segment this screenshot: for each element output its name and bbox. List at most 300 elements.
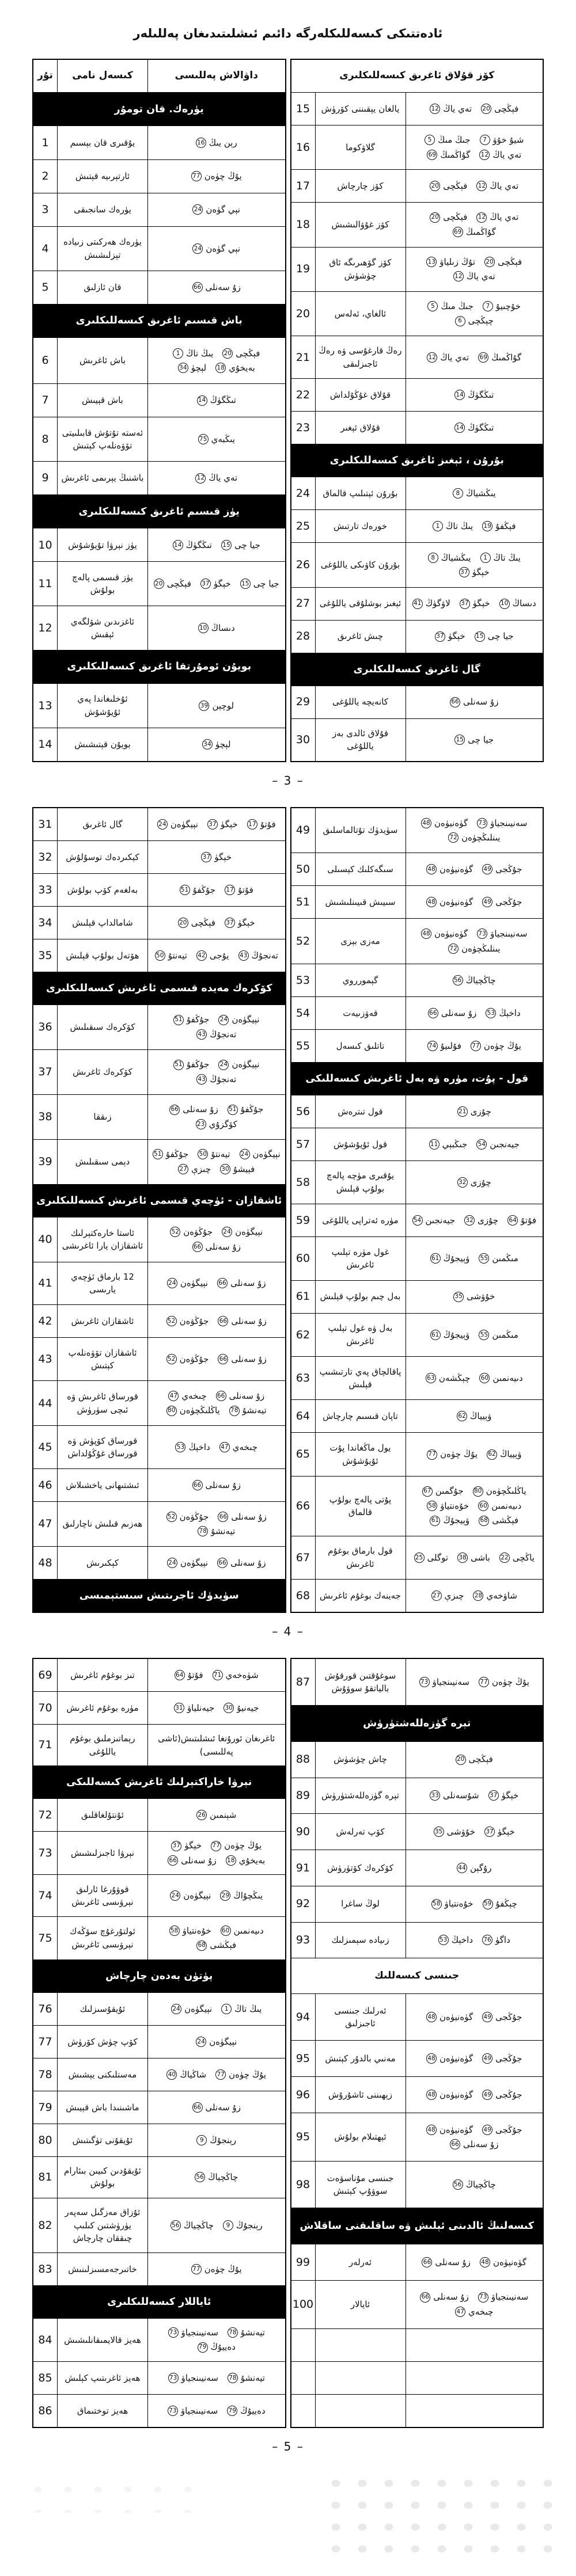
row-number: 43 <box>33 1338 58 1380</box>
acupoint <box>426 2052 473 2065</box>
acupoint-number-badge: 73 <box>477 818 487 828</box>
acupoint <box>202 738 231 751</box>
acupoint-number-badge: 34 <box>178 363 188 373</box>
acupoint-number-badge: 73 <box>478 2292 488 2303</box>
treatment-points <box>406 1237 543 1280</box>
acupoint <box>218 1510 267 1524</box>
acupoint <box>169 1103 218 1116</box>
section-header-row <box>291 444 543 477</box>
row-number: 54 <box>291 997 316 1029</box>
acupoint <box>216 1390 265 1403</box>
acupoint-number-badge: 49 <box>482 2012 492 2022</box>
table-row <box>291 718 543 761</box>
acupoint <box>247 818 276 831</box>
acupoint <box>226 1854 266 1867</box>
acupoint-number-badge: 10 <box>499 599 510 609</box>
row-number: 41 <box>33 1262 58 1305</box>
acupoint-number-badge: 9 <box>223 2220 233 2231</box>
acupoint <box>480 551 521 565</box>
acupoint-list <box>192 2101 241 2114</box>
acupoint-name: فۇلىيۇ <box>440 1040 461 1051</box>
acupoint-name: جيا چى <box>234 539 260 550</box>
acupoint-list <box>426 1372 523 1385</box>
disease-name: كۆكرەك سىقىلىش <box>58 1005 148 1049</box>
row-number: 84 <box>33 2319 58 2361</box>
table-row <box>33 1659 285 1691</box>
row-number: 48 <box>33 1547 58 1579</box>
section-title: سۈيدۈك ئاجرىتىش سىستېمىسى <box>79 1589 239 1601</box>
treatment-points <box>406 1030 543 1062</box>
acupoint-name: ياڭچى <box>512 1552 535 1563</box>
acupoint-name: يۇڭ چۈەن <box>440 1449 478 1460</box>
row-number: 25 <box>291 510 316 542</box>
acupoint-number-badge: 49 <box>482 2090 492 2100</box>
acupoint-number-badge: 24 <box>196 2037 206 2047</box>
disease-name: بەل ۋە غول تېلىپ ئاغرىش <box>316 1314 406 1356</box>
acupoint-list <box>427 1040 521 1053</box>
acupoint <box>166 1353 209 1366</box>
acupoint-number-badge: 42 <box>196 950 207 961</box>
acupoint-name: زۇ سەنلى <box>205 1241 241 1252</box>
acupoint-name: دەييۇڭ <box>210 2342 236 2353</box>
acupoint <box>166 1404 220 1417</box>
disease-name: لوڭ ساغرا <box>316 1886 406 1922</box>
acupoint <box>471 1040 521 1053</box>
acupoint-name: خېگۈ <box>184 1840 202 1851</box>
acupoint-number-badge: 27 <box>178 1164 188 1174</box>
treatment-points <box>148 1217 285 1262</box>
table-row <box>33 2124 285 2156</box>
acupoint <box>198 622 235 635</box>
acupoint-number-badge: 55 <box>479 1253 489 1264</box>
row-number: 89 <box>291 1778 316 1814</box>
treatment-points <box>406 2162 543 2208</box>
acupoint-name: خۇەنتياۋ <box>182 1925 211 1936</box>
acupoint-name: تەي ياڭ <box>209 473 238 484</box>
acupoint-name: تۇڭ زىلياۋ <box>439 256 476 267</box>
acupoint-number-badge: 77 <box>215 2069 226 2080</box>
acupoint-list <box>191 2263 242 2276</box>
table-row <box>33 1380 285 1425</box>
table-row <box>33 2058 285 2091</box>
acupoint-name: دىيەنمىن <box>492 1372 523 1383</box>
acupoint <box>211 1839 262 1852</box>
disease-name: گلاۋكوما <box>316 125 406 169</box>
treatment-points <box>406 379 543 411</box>
acupoint-name: نېيگۈەن <box>235 1227 263 1238</box>
row-number: 15 <box>291 93 316 125</box>
scan-halftone-artifact <box>23 2478 196 2513</box>
acupoint-name: شۈەخەي <box>225 1669 259 1680</box>
table-row <box>33 417 285 461</box>
acupoint-name: چاڭچياڭ <box>465 975 496 985</box>
table-row <box>33 226 285 271</box>
acupoint <box>460 597 490 610</box>
acupoint-number-badge: 75 <box>198 434 209 444</box>
disease-name: ئاشقازان ئاغرىش <box>58 1305 148 1337</box>
acupoint-number-badge: 20 <box>484 257 495 267</box>
table-row <box>291 587 543 620</box>
acupoint-list <box>151 1058 282 1086</box>
table-row <box>33 1262 285 1305</box>
acupoint-number-badge: 69 <box>478 352 488 363</box>
acupoint-name: يۇڭ چۈەن <box>229 2069 267 2080</box>
acupoint <box>450 695 499 709</box>
acupoint-number-badge: 28 <box>473 1591 483 1601</box>
acupoint-number-badge: 49 <box>482 864 492 874</box>
acupoint <box>228 2326 265 2339</box>
treatment-points: ئاغرىغان ئورۇنغا ئىشلىتىش(ئاشى پەللىسى) <box>158 1733 275 1757</box>
row-number: 22 <box>291 379 316 411</box>
acupoint-list <box>431 1589 517 1603</box>
acupoint-name: ۋېيجۇڭ <box>443 1329 470 1340</box>
acupoint <box>223 2219 263 2232</box>
acupoint-name: جۇڭۋەن <box>183 1227 213 1238</box>
acupoint-list <box>428 1007 521 1020</box>
table-row <box>33 873 285 906</box>
acupoint-name: تەي ياڭ <box>440 352 469 363</box>
row-number: 78 <box>33 2058 58 2091</box>
acupoint-name: نېيگۈەن <box>183 1890 211 1901</box>
acupoint <box>477 817 527 830</box>
table-row <box>291 1476 543 1536</box>
table-row <box>291 2280 543 2328</box>
acupoint-name: تەي ياڭ <box>490 212 519 223</box>
acupoint-number-badge: 7 <box>480 135 490 145</box>
acupoint <box>412 597 450 610</box>
acupoint <box>435 630 465 643</box>
table-row <box>33 561 285 606</box>
acupoint-number-badge: 14 <box>173 540 183 550</box>
acupoint <box>191 170 242 183</box>
acupoint-name: يىڭبەي <box>211 433 235 444</box>
disease-name: ئېغىز بوشلۇقى ياللۇغى <box>316 588 406 620</box>
acupoint <box>426 1372 471 1385</box>
acupoint-list <box>192 203 240 216</box>
table-row <box>33 1546 285 1579</box>
acupoint-number-badge: 30 <box>223 1703 234 1713</box>
treatment-points <box>406 125 543 169</box>
acupoint-name: خېگۈ <box>237 917 255 928</box>
acupoint <box>173 1058 210 1071</box>
acupoint-name: يۇڭ چۈەن <box>204 170 242 181</box>
acupoint <box>223 1702 259 1715</box>
acupoint <box>427 351 469 364</box>
acupoint-name: جۇڭجى <box>495 2124 522 2135</box>
page-3-tables <box>32 59 544 762</box>
treatment-points <box>148 1381 285 1425</box>
treatment-points <box>406 1778 543 1814</box>
acupoint <box>422 2256 471 2269</box>
acupoint-name: نېي گۈەن <box>206 204 241 215</box>
acupoint-number-badge: 48 <box>480 2257 490 2267</box>
treatment-points <box>148 126 285 159</box>
treatment-points <box>148 808 285 840</box>
acupoint-number-badge: 77 <box>211 1841 221 1851</box>
section-title: بۇرۇن ، ئېغىز ئاغرىق كىسەللىكلىرى <box>329 455 504 467</box>
acupoint-number-badge: 24 <box>170 1890 180 1901</box>
acupoint-number-badge: 41 <box>412 599 423 609</box>
section-header-row <box>33 1579 285 1612</box>
acupoint <box>198 433 235 446</box>
acupoint-name: توگلى <box>427 1552 449 1563</box>
acupoint <box>221 539 260 552</box>
disease-name: ھۆتەل بولۇپ قېلىش <box>58 939 148 972</box>
disease-name: خاتىرجەمسىزلىنىش <box>58 2253 148 2285</box>
acupoint-list <box>409 927 540 955</box>
acupoint <box>482 2088 522 2102</box>
disease-name: يۇقىرى قان بېسىم <box>58 126 148 159</box>
section-title: كىسەلنىڭ ئالدىنى ئېلىش ۋە ساقلىقنى ساقلاش <box>300 2220 535 2232</box>
acupoint <box>421 927 468 941</box>
section-title: يۈز قىسىم ئاغرىق كىسەللىكلىرى <box>78 505 240 518</box>
row-number: 79 <box>33 2091 58 2124</box>
acupoint-list <box>409 300 540 328</box>
acupoint-number-badge: 12 <box>453 271 464 281</box>
table-row <box>291 1993 543 2040</box>
acupoint-name: زۇ سەنلى <box>230 1557 266 1568</box>
acupoint-name: گۈەنيۈەن <box>439 2089 473 2100</box>
treatment-points <box>148 1005 285 1049</box>
acupoint <box>219 1441 257 1454</box>
acupoint <box>479 149 521 162</box>
acupoint-number-badge: 66 <box>192 282 203 292</box>
acupoint <box>207 818 238 831</box>
disease-name: قان ئازلىق <box>58 271 148 304</box>
acupoint-number-badge: 66 <box>217 1558 228 1568</box>
disease-name: قول بارماق بوغۇم ئاغرىش <box>316 1536 406 1579</box>
treatment-points <box>406 2281 543 2328</box>
row-number: 19 <box>291 248 316 291</box>
acupoint-number-badge: 20 <box>430 212 440 223</box>
acupoint-name: دىيەنمىن <box>233 1925 264 1936</box>
acupoint <box>480 134 524 147</box>
acupoint-name: مىڭمىن <box>492 1253 518 1264</box>
acupoint-name: فېيشۇ <box>233 1163 255 1174</box>
acupoint-number-badge: 50 <box>155 950 165 961</box>
disease-name: ئالغاي، ئەلەس <box>316 292 406 336</box>
table-row <box>33 1304 285 1337</box>
acupoint-number-badge: 24 <box>171 2004 181 2014</box>
treatment-points <box>148 160 285 193</box>
table-page5-left <box>32 1658 286 2428</box>
acupoint-name: نېيگۈەن <box>232 1059 260 1070</box>
row-number: 92 <box>291 1886 316 1922</box>
row-number: 59 <box>291 1204 316 1236</box>
disease-name: ھەيز توختىماق <box>58 2395 148 2427</box>
treatment-points <box>148 1832 285 1874</box>
table-row <box>33 1139 285 1184</box>
disease-name: كۆز غۇۋالىشىش <box>316 203 406 246</box>
group-title: كۆز قۇلاق ئاغرىق كىسەللىكلىرى <box>339 70 495 82</box>
table-row <box>33 939 285 972</box>
acupoint-list <box>422 2256 526 2269</box>
acupoint-number-badge: 37 <box>484 1827 495 1837</box>
column-header-disease-name: كىسەل نامى <box>58 60 148 92</box>
row-number: 93 <box>291 1923 316 1958</box>
treatment-points <box>148 1917 285 1959</box>
acupoint-name: سەنيىنجياۋ <box>181 2327 218 2338</box>
acupoint-list <box>457 1105 491 1118</box>
acupoint-name: جۇڭفۇ <box>240 1104 264 1115</box>
acupoint <box>168 2404 218 2418</box>
table-row <box>33 840 285 873</box>
disease-name <box>316 2362 406 2394</box>
acupoint-number-badge: 15 <box>221 540 232 550</box>
table-row <box>291 1160 543 1204</box>
treatment-points <box>406 170 543 202</box>
acupoint-number-badge: 47 <box>219 1442 230 1452</box>
acupoint-number-badge: 24 <box>167 1558 177 1568</box>
acupoint-name: كۆگزۇي <box>209 1118 237 1129</box>
acupoint-name: گۈەنيۈەن <box>439 2053 473 2064</box>
disease-name: زېھىننى ئاشۇرۇش <box>316 2077 406 2113</box>
acupoint-list <box>438 1934 510 1947</box>
acupoint-number-badge: 20 <box>178 918 188 928</box>
row-number: 90 <box>291 1814 316 1850</box>
table-row <box>33 1724 285 1765</box>
treatment-points <box>148 1140 285 1184</box>
acupoint-list <box>151 347 282 375</box>
acupoint-number-badge: 14 <box>454 390 465 400</box>
treatment-points <box>148 1692 285 1724</box>
acupoint-list <box>426 863 522 876</box>
acupoint-list <box>151 1390 282 1417</box>
acupoint <box>487 1448 521 1461</box>
acupoint <box>196 1028 236 1041</box>
acupoint <box>426 2088 473 2102</box>
acupoint-number-badge: 55 <box>479 1330 489 1340</box>
acupoint-list <box>457 1176 491 1189</box>
acupoint <box>195 2171 238 2184</box>
treatment-points <box>148 271 285 304</box>
acupoint-number-badge: 24 <box>157 819 168 830</box>
acupoint <box>428 1007 477 1020</box>
row-number: 23 <box>291 412 316 444</box>
treatment-points <box>406 510 543 542</box>
treatment-points <box>406 686 543 718</box>
acupoint-name: لاۋگۈڭ <box>425 598 450 609</box>
acupoint-list <box>155 949 278 962</box>
acupoint <box>427 1040 461 1053</box>
row-number: 34 <box>33 907 58 939</box>
acupoint-number-badge: 80 <box>166 1406 177 1416</box>
acupoint-number-badge: 67 <box>422 1486 433 1497</box>
acupoint <box>166 1315 209 1328</box>
acupoint <box>178 362 207 375</box>
acupoint-number-badge: 49 <box>482 2053 492 2064</box>
row-number: 39 <box>33 1140 58 1184</box>
acupoint <box>453 270 495 283</box>
acupoint-name: جۇڭفۇ <box>186 1014 210 1025</box>
table-row <box>33 271 285 304</box>
acupoint-number-badge: 9 <box>196 2135 207 2145</box>
acupoint-name: زۇ سەنلى <box>435 2257 471 2267</box>
acupoint-number-badge: 66 <box>169 1105 180 1115</box>
acupoint <box>191 2263 242 2276</box>
acupoint-name: فېڭچى <box>166 579 191 589</box>
disease-name: رەڭ قارغۇسى ۋە رەڭ ئاجىزلىقى <box>316 336 406 378</box>
acupoint-name: يىنلىڭچۈەن <box>461 943 501 954</box>
disease-name: سۈيدۈك تۇتالماسلىق <box>316 808 406 853</box>
acupoint-number-badge: 24 <box>192 204 203 215</box>
table-row <box>291 247 543 291</box>
acupoint-name: يىڭشياڭ <box>465 488 496 499</box>
acupoint-number-badge: 37 <box>225 918 235 928</box>
row-number: 12 <box>33 606 58 650</box>
acupoint <box>479 1372 522 1385</box>
table-row <box>33 159 285 193</box>
disease-name: كۆپ تەرلەش <box>316 1814 406 1850</box>
acupoint <box>229 1404 267 1417</box>
table-row <box>291 336 543 378</box>
acupoint-list <box>197 394 236 407</box>
acupoint <box>166 1510 209 1524</box>
acupoint-name: بەيخۇي <box>238 1855 266 1866</box>
acupoint <box>482 2052 522 2065</box>
acupoint <box>168 1854 217 1867</box>
acupoint-number-badge: 66 <box>192 1242 203 1252</box>
acupoint-list <box>434 1825 515 1839</box>
row-number: 77 <box>33 2026 58 2058</box>
acupoint-name: زۇ سەنلى <box>230 1278 266 1289</box>
section-title: نېرۋا خاراكتېرلىك ئاغرىش كىسەللىكى <box>66 1776 252 1789</box>
acupoint-number-badge: 21 <box>457 1106 468 1117</box>
row-number: 64 <box>291 1400 316 1432</box>
treatment-points <box>406 1659 543 1705</box>
disease-name: چاش چۈشۈش <box>316 1742 406 1778</box>
row-number: 30 <box>291 719 316 761</box>
treatment-points <box>148 384 285 417</box>
acupoint-name: چېڭشەن <box>438 1372 471 1383</box>
acupoint-list <box>196 1809 236 1822</box>
row-number: 95 <box>291 2113 316 2161</box>
disease-name: مەنىي بالدۇر كېتىش <box>316 2041 406 2076</box>
section-title: گال ئاغرىق كىسەللىكلىرى <box>353 663 480 675</box>
acupoint <box>178 1163 211 1176</box>
disease-name: ئارتېرىيە قېتىش <box>58 160 148 193</box>
section-header-row <box>291 2208 543 2244</box>
acupoint <box>215 2068 266 2082</box>
column-header-number: تۇر <box>33 60 58 92</box>
page-5-tables <box>32 1658 544 2428</box>
acupoint-number-badge: 47 <box>168 1391 179 1401</box>
acupoint <box>430 211 467 224</box>
acupoint-number-badge: 35 <box>434 1827 444 1837</box>
acupoint-name: نېيگۈەن <box>180 1278 209 1289</box>
treatment-points <box>406 1814 543 1850</box>
acupoint <box>192 2101 241 2114</box>
acupoint <box>217 1277 266 1290</box>
disease-name: گال ئاغرىق <box>58 808 148 840</box>
acupoint-list <box>409 2290 540 2318</box>
acupoint-number-badge: 44 <box>457 1863 467 1873</box>
acupoint-number-badge: 47 <box>455 2307 465 2317</box>
acupoint-list <box>167 1557 266 1570</box>
treatment-points <box>406 336 543 378</box>
row-number: 56 <box>291 1095 316 1128</box>
acupoint-name: سەنيىنجياۋ <box>490 817 528 828</box>
acupoint <box>221 2003 262 2016</box>
acupoint-number-badge: 77 <box>471 1041 481 1051</box>
acupoint-name: سەنيىنجياۋ <box>181 2372 218 2383</box>
acupoint <box>476 211 518 224</box>
acupoint-name: گۇاڭمىڭ <box>491 352 522 363</box>
row-number: 63 <box>291 1357 316 1399</box>
acupoint-list <box>430 1329 518 1342</box>
acupoint-list <box>198 433 235 446</box>
page-title: ئادەتتىكى كىسەللىكلەرگە دائىم ئىشلىتىدىغان پەللىلەر <box>133 26 443 40</box>
